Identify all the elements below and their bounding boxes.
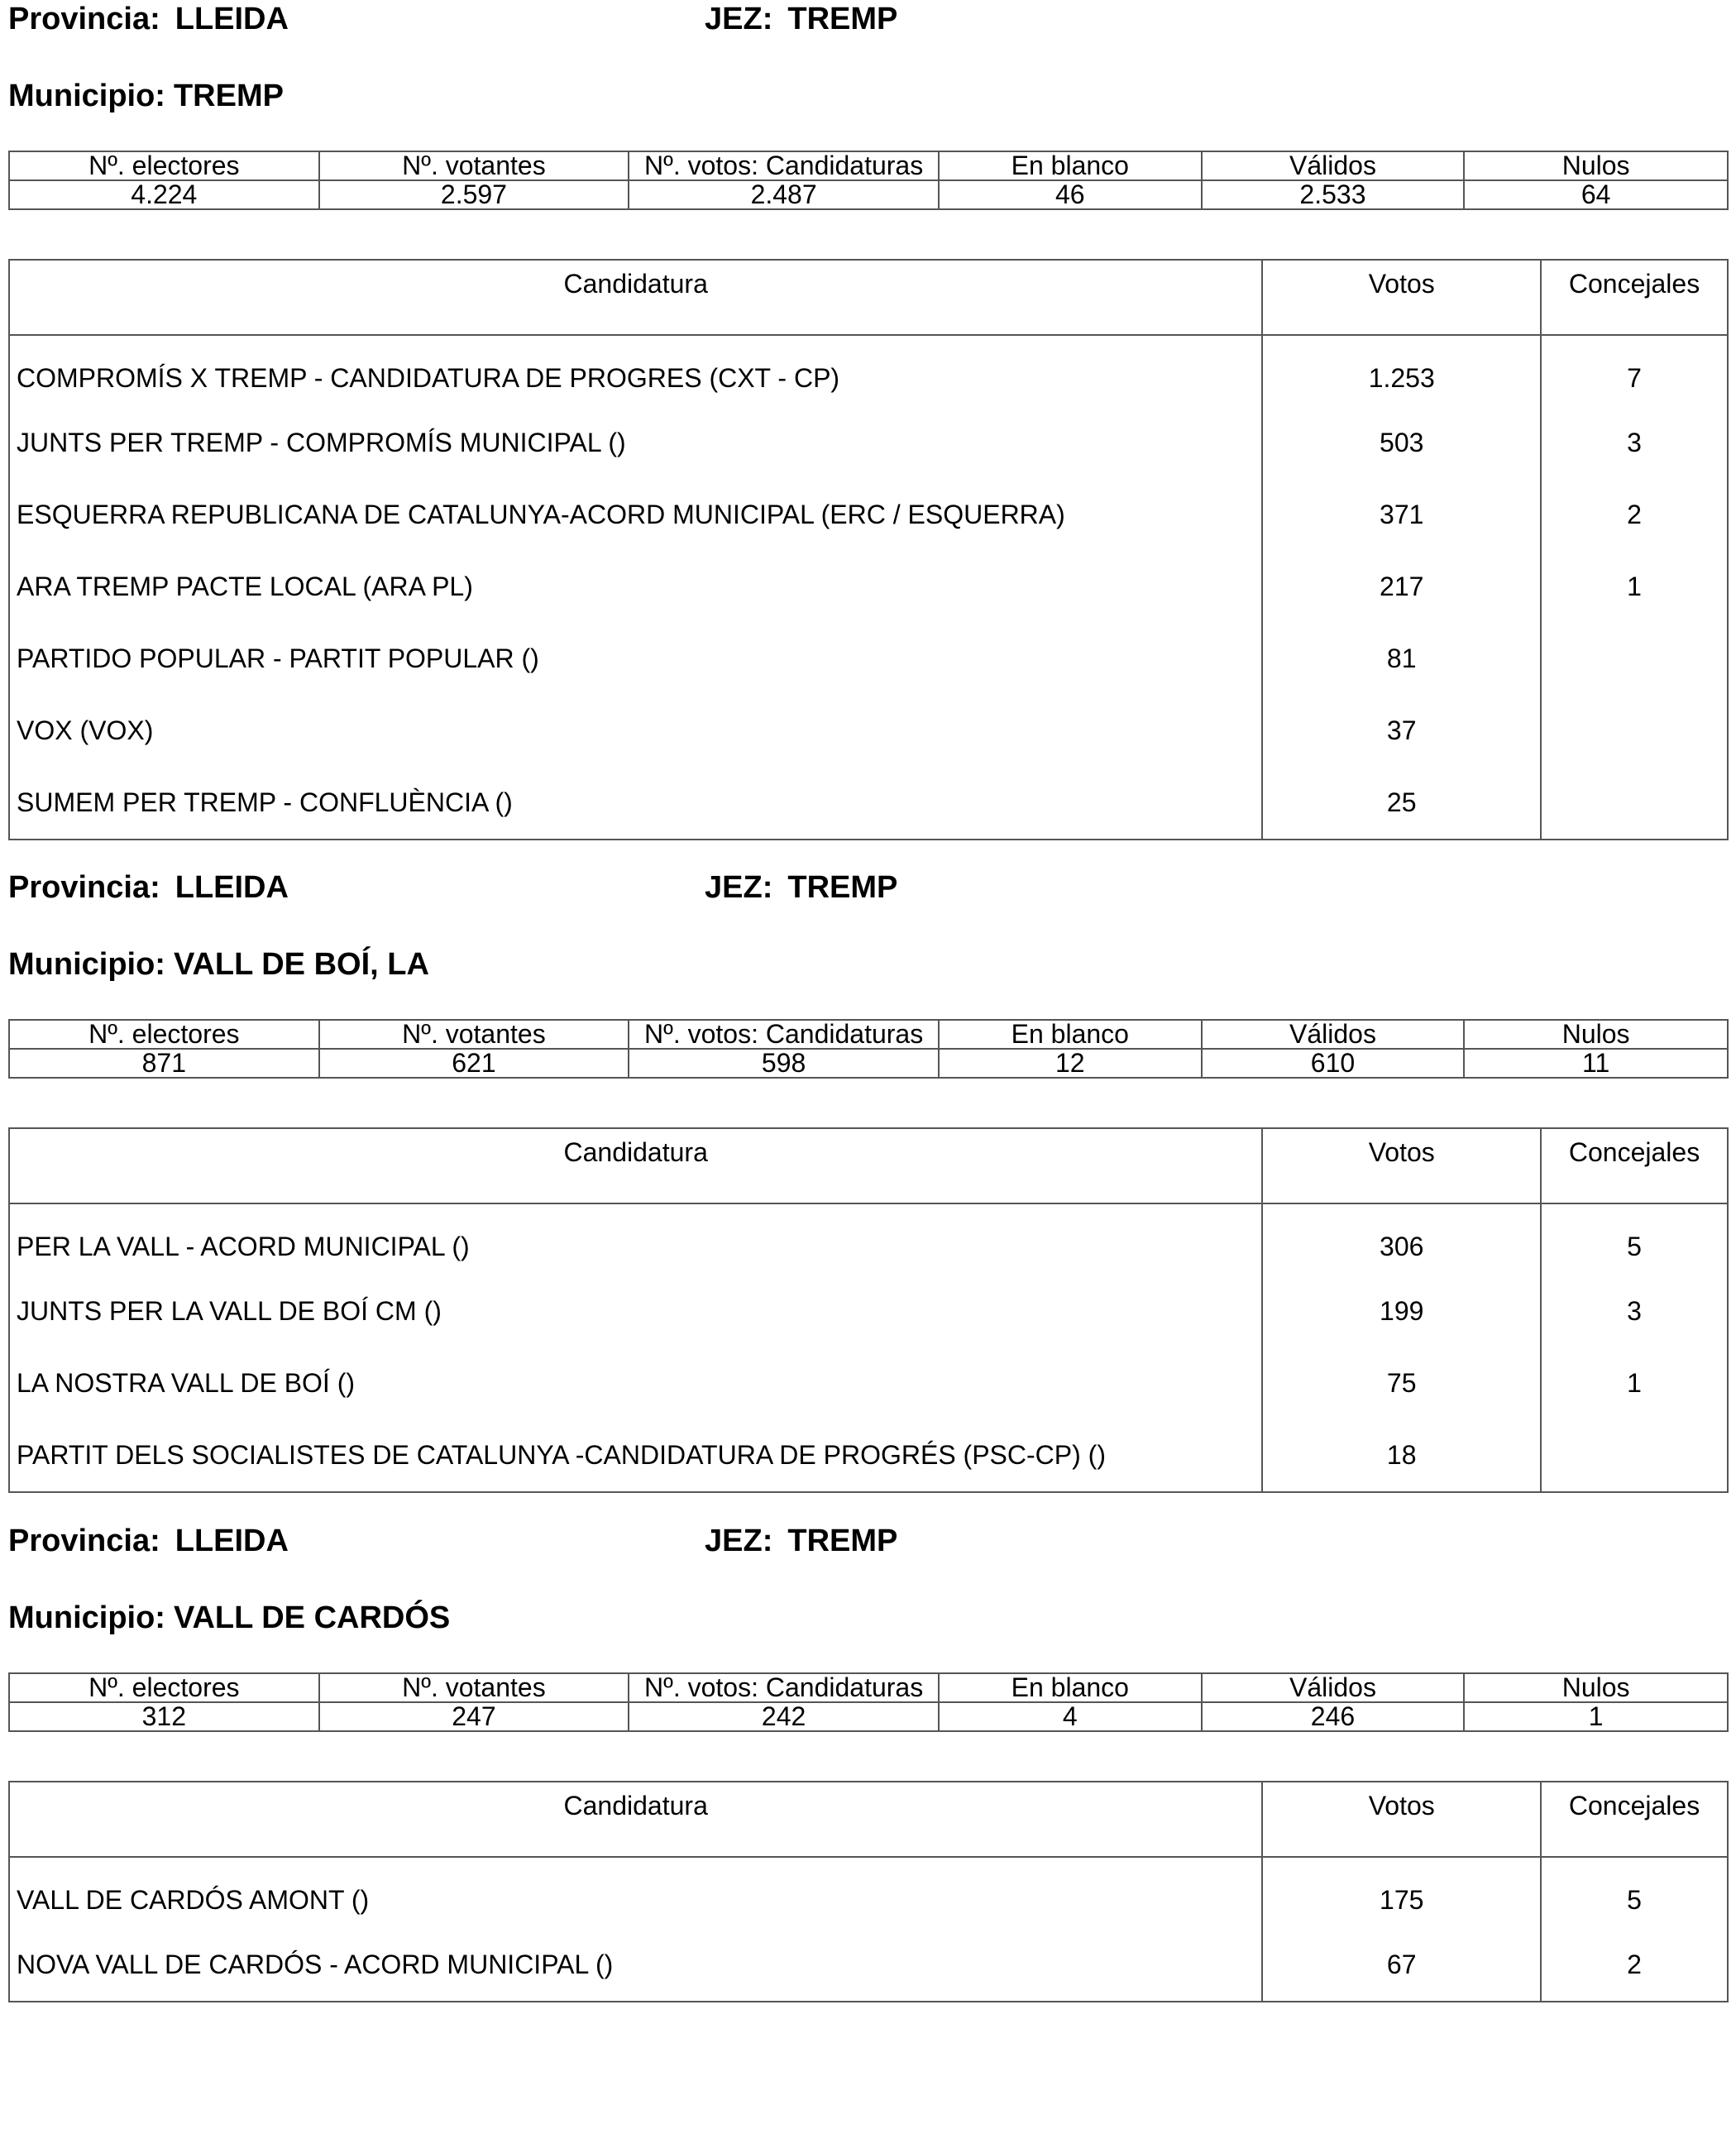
provincia-header: Provincia: LLEIDA bbox=[8, 1524, 289, 1558]
candidatura-header: Candidatura bbox=[9, 1782, 1262, 1857]
stats-value-row bbox=[9, 1049, 1728, 1078]
concejales-value: 7 bbox=[1541, 335, 1728, 407]
candidatura-name: PARTIDO POPULAR - PARTIT POPULAR () bbox=[9, 623, 1262, 695]
candidatura-header: Candidatura bbox=[9, 1128, 1262, 1203]
candidatura-name: SUMEM PER TREMP - CONFLUÈNCIA () bbox=[9, 767, 1262, 840]
candidatura-name: PER LA VALL - ACORD MUNICIPAL () bbox=[9, 1203, 1262, 1275]
stats-header-cell: Válidos bbox=[1202, 1673, 1465, 1702]
votos-value: 175 bbox=[1262, 1857, 1541, 1929]
stats-value-cell: 12 bbox=[939, 1049, 1202, 1078]
stats-header-cell: En blanco bbox=[939, 151, 1202, 180]
jez-value: TREMP bbox=[787, 870, 898, 905]
concejales-value: 1 bbox=[1541, 1347, 1728, 1419]
municipio-header: Municipio: VALL DE BOÍ, LA bbox=[8, 947, 429, 982]
table-row bbox=[9, 1275, 1728, 1347]
stats-header-cell: Nº. votantes bbox=[319, 1673, 629, 1702]
table-row bbox=[9, 695, 1728, 767]
stats-value-cell: 242 bbox=[629, 1702, 939, 1731]
municipio-header: Municipio: VALL DE CARDÓS bbox=[8, 1600, 451, 1635]
concejales-value bbox=[1541, 695, 1728, 767]
candidatura-name: COMPROMÍS X TREMP - CANDIDATURA DE PROGRES (CXT - CP) bbox=[9, 335, 1262, 407]
candidaturas-table bbox=[8, 1781, 1729, 2002]
table-row bbox=[9, 1929, 1728, 2002]
votos-header: Votos bbox=[1262, 260, 1541, 335]
candidaturas-table bbox=[8, 259, 1729, 840]
provincia-value: LLEIDA bbox=[175, 2, 289, 36]
stats-header-row bbox=[9, 151, 1728, 180]
candidatura-name: ARA TREMP PACTE LOCAL (ARA PL) bbox=[9, 551, 1262, 623]
concejales-value: 2 bbox=[1541, 479, 1728, 551]
votos-value: 67 bbox=[1262, 1929, 1541, 2002]
votos-value: 306 bbox=[1262, 1203, 1541, 1275]
candidaturas-table bbox=[8, 1127, 1729, 1493]
stats-value-cell: 64 bbox=[1464, 180, 1728, 209]
candidatura-name: VOX (VOX) bbox=[9, 695, 1262, 767]
stats-header-cell: Nulos bbox=[1464, 1673, 1728, 1702]
jez-header: JEZ: TREMP bbox=[705, 2, 898, 36]
municipio-value: VALL DE CARDÓS bbox=[173, 1600, 451, 1635]
candidatura-name: NOVA VALL DE CARDÓS - ACORD MUNICIPAL () bbox=[9, 1929, 1262, 2002]
votos-value: 81 bbox=[1262, 623, 1541, 695]
municipio-value: TREMP bbox=[173, 79, 284, 113]
stats-header-cell: Nº. votos: Candidaturas bbox=[629, 1020, 939, 1049]
stats-table bbox=[8, 1672, 1729, 1732]
table-row bbox=[9, 335, 1728, 407]
stats-header-cell: Nº. electores bbox=[9, 151, 319, 180]
stats-value-cell: 46 bbox=[939, 180, 1202, 209]
table-row bbox=[9, 1203, 1728, 1275]
table-row bbox=[9, 1419, 1728, 1492]
concejales-header: Concejales bbox=[1541, 1128, 1728, 1203]
stats-header-cell: Válidos bbox=[1202, 151, 1465, 180]
votos-value: 25 bbox=[1262, 767, 1541, 840]
stats-value-cell: 871 bbox=[9, 1049, 319, 1078]
stats-value-cell: 1 bbox=[1464, 1702, 1728, 1731]
table-row bbox=[9, 551, 1728, 623]
concejales-header: Concejales bbox=[1541, 1782, 1728, 1857]
provincia-header: Provincia: LLEIDA bbox=[8, 2, 289, 36]
stats-header-cell: En blanco bbox=[939, 1673, 1202, 1702]
table-row bbox=[9, 1347, 1728, 1419]
stats-value-cell: 11 bbox=[1464, 1049, 1728, 1078]
candidatura-name: JUNTS PER LA VALL DE BOÍ CM () bbox=[9, 1275, 1262, 1347]
votos-value: 371 bbox=[1262, 479, 1541, 551]
stats-header-cell: Válidos bbox=[1202, 1020, 1465, 1049]
stats-value-cell: 4.224 bbox=[9, 180, 319, 209]
provincia-value: LLEIDA bbox=[175, 870, 289, 905]
candidaturas-header-row bbox=[9, 260, 1728, 335]
provincia-header: Provincia: LLEIDA bbox=[8, 870, 289, 905]
stats-header-cell: Nº. electores bbox=[9, 1020, 319, 1049]
stats-value-cell: 247 bbox=[319, 1702, 629, 1731]
concejales-value bbox=[1541, 767, 1728, 840]
table-row bbox=[9, 407, 1728, 479]
votos-value: 503 bbox=[1262, 407, 1541, 479]
stats-value-cell: 246 bbox=[1202, 1702, 1465, 1731]
table-row bbox=[9, 1857, 1728, 1929]
stats-table bbox=[8, 151, 1729, 210]
votos-value: 1.253 bbox=[1262, 335, 1541, 407]
votos-header: Votos bbox=[1262, 1782, 1541, 1857]
votos-value: 199 bbox=[1262, 1275, 1541, 1347]
concejales-value: 5 bbox=[1541, 1203, 1728, 1275]
concejales-value bbox=[1541, 1419, 1728, 1492]
candidatura-name: JUNTS PER TREMP - COMPROMÍS MUNICIPAL () bbox=[9, 407, 1262, 479]
candidatura-header: Candidatura bbox=[9, 260, 1262, 335]
concejales-value: 1 bbox=[1541, 551, 1728, 623]
table-row bbox=[9, 767, 1728, 840]
concejales-value: 3 bbox=[1541, 407, 1728, 479]
jez-header: JEZ: TREMP bbox=[705, 870, 898, 905]
votos-header: Votos bbox=[1262, 1128, 1541, 1203]
stats-value-cell: 598 bbox=[629, 1049, 939, 1078]
stats-value-cell: 312 bbox=[9, 1702, 319, 1731]
stats-header-cell: En blanco bbox=[939, 1020, 1202, 1049]
stats-value-cell: 621 bbox=[319, 1049, 629, 1078]
concejales-value bbox=[1541, 623, 1728, 695]
concejales-value: 5 bbox=[1541, 1857, 1728, 1929]
municipio-header: Municipio: TREMP bbox=[8, 79, 284, 113]
jez-header: JEZ: TREMP bbox=[705, 1524, 898, 1558]
candidatura-name: LA NOSTRA VALL DE BOÍ () bbox=[9, 1347, 1262, 1419]
concejales-header: Concejales bbox=[1541, 260, 1728, 335]
table-row bbox=[9, 623, 1728, 695]
stats-value-cell: 2.533 bbox=[1202, 180, 1465, 209]
stats-value-row bbox=[9, 180, 1728, 209]
stats-value-cell: 2.597 bbox=[319, 180, 629, 209]
stats-value-cell: 610 bbox=[1202, 1049, 1465, 1078]
concejales-value: 2 bbox=[1541, 1929, 1728, 2002]
stats-header-cell: Nº. votantes bbox=[319, 151, 629, 180]
stats-header-cell: Nulos bbox=[1464, 151, 1728, 180]
municipio-value: VALL DE BOÍ, LA bbox=[173, 947, 429, 982]
jez-value: TREMP bbox=[787, 1524, 898, 1558]
candidaturas-header-row bbox=[9, 1782, 1728, 1857]
candidatura-name: ESQUERRA REPUBLICANA DE CATALUNYA-ACORD MUNICIPAL (ERC / ESQUERRA) bbox=[9, 479, 1262, 551]
stats-value-row bbox=[9, 1702, 1728, 1731]
jez-value: TREMP bbox=[787, 2, 898, 36]
candidaturas-header-row bbox=[9, 1128, 1728, 1203]
stats-value-cell: 2.487 bbox=[629, 180, 939, 209]
votos-value: 75 bbox=[1262, 1347, 1541, 1419]
votos-value: 18 bbox=[1262, 1419, 1541, 1492]
stats-value-cell: 4 bbox=[939, 1702, 1202, 1731]
votos-value: 37 bbox=[1262, 695, 1541, 767]
table-row bbox=[9, 479, 1728, 551]
stats-header-cell: Nº. votos: Candidaturas bbox=[629, 151, 939, 180]
stats-header-cell: Nº. votantes bbox=[319, 1020, 629, 1049]
stats-header-row bbox=[9, 1673, 1728, 1702]
stats-header-cell: Nulos bbox=[1464, 1020, 1728, 1049]
candidatura-name: PARTIT DELS SOCIALISTES DE CATALUNYA -CANDIDATURA DE PROGRÉS (PSC-CP) () bbox=[9, 1419, 1262, 1492]
provincia-value: LLEIDA bbox=[175, 1524, 289, 1558]
votos-value: 217 bbox=[1262, 551, 1541, 623]
stats-header-row bbox=[9, 1020, 1728, 1049]
stats-header-cell: Nº. votos: Candidaturas bbox=[629, 1673, 939, 1702]
stats-table bbox=[8, 1019, 1729, 1079]
concejales-value: 3 bbox=[1541, 1275, 1728, 1347]
candidatura-name: VALL DE CARDÓS AMONT () bbox=[9, 1857, 1262, 1929]
stats-header-cell: Nº. electores bbox=[9, 1673, 319, 1702]
